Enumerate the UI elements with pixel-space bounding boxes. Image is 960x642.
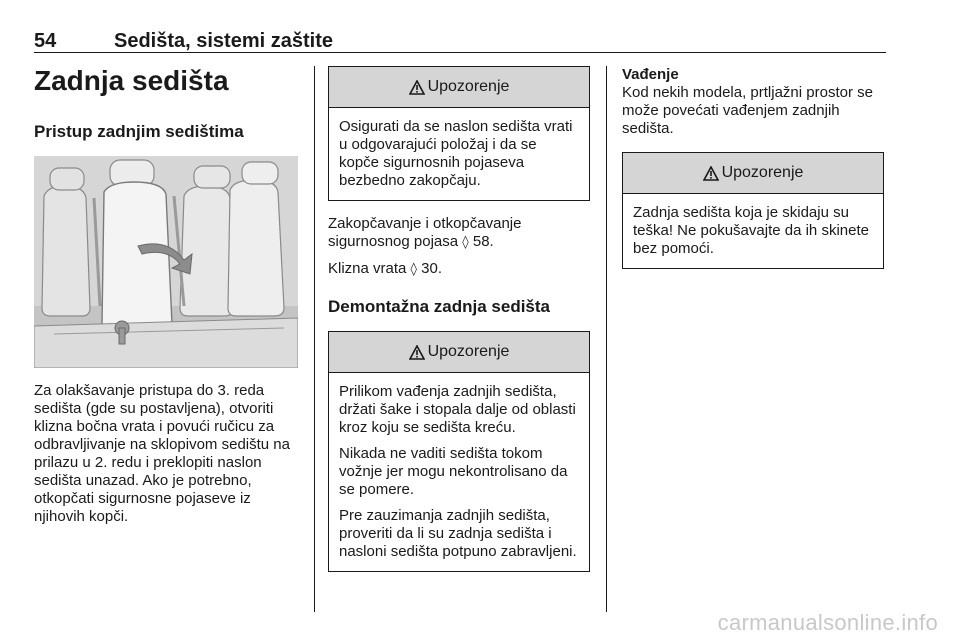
warning-triangle-icon <box>409 345 425 360</box>
body-paragraph: Kod nekih modela, prtljažni prostor se može povećati vađenjem zadnjih sedišta. <box>622 84 873 137</box>
warning-text: Osigurati da se naslon sedišta vrati u odgovarajući položaj i da se kopče sigurnosnih pojaseva bezbedno zakopčaju. <box>339 118 573 189</box>
warning-triangle-icon <box>409 80 425 95</box>
warning-box <box>328 331 590 572</box>
column-divider <box>606 66 607 612</box>
reference-arrow-icon: ◊ <box>462 235 469 250</box>
body-paragraph: Za olakšavanje pristupa do 3. reda sedišta (gde su postavljena), otvoriti klizna bočna vrata i povući ručicu za odbravljivanje na sklopivom sedištu na prilazu u 2. redu i preklopiti naslon sedišta unazad. Ako je potrebno, otkopčati sigurnosne pojaseve iz njihovih kopči. <box>34 382 290 525</box>
warning-text: Nikada ne vaditi sedišta tokom vožnje jer mogu nekontrolisano da se pomere. <box>339 445 568 498</box>
reference-link[interactable]: 30. <box>421 260 443 277</box>
warning-box <box>328 66 590 201</box>
cross-reference: Zakopčavanje i otkopčavanje sigurnosnog pojasa ◊ 58. <box>328 215 522 250</box>
warning-triangle-icon <box>703 166 719 181</box>
chapter-title: Zadnja sedišta <box>34 65 229 96</box>
warning-header <box>329 332 589 373</box>
column-divider <box>314 66 315 612</box>
warning-title: Upozorenje <box>427 78 510 95</box>
warning-text: Zadnja sedišta koja je skidaju su teška! Ne pokušavajte da ih skinete bez pomoći. <box>633 204 869 257</box>
page-number: 54 <box>34 30 57 52</box>
rear-seat-illustration <box>34 156 298 368</box>
footer-watermark: carmanualsonline.info <box>717 610 938 635</box>
warning-text: Prilikom vađenja zadnjih sedišta, držati šake i stopala dalje od oblasti kroz koju se sedišta kreću. <box>339 383 576 436</box>
reference-arrow-icon: ◊ <box>410 262 417 277</box>
column-1 <box>34 64 300 526</box>
column-2 <box>328 66 591 572</box>
warning-title: Upozorenje <box>427 343 510 360</box>
paragraph-heading: Vađenje <box>622 66 679 83</box>
subsection-title: Demontažna zadnja sedišta <box>328 297 551 316</box>
cross-reference: Klizna vrata ◊ 30. <box>328 260 443 277</box>
warning-box <box>622 152 884 269</box>
warning-header <box>623 153 883 194</box>
warning-title: Upozorenje <box>721 164 804 181</box>
subsection-title: Pristup zadnjim sedištima <box>34 122 244 141</box>
page-header <box>34 30 886 52</box>
section-title: Sedišta, sistemi zaštite <box>114 30 333 52</box>
reference-link[interactable]: 58. <box>472 233 494 250</box>
warning-text: Pre zauzimanja zadnjih sedišta, proveriti da li su zadnja sedišta i nasloni sedišta potpuno zabravljeni. <box>339 507 577 560</box>
warning-header <box>329 67 589 108</box>
header-rule <box>34 52 886 53</box>
column-3 <box>622 66 886 269</box>
